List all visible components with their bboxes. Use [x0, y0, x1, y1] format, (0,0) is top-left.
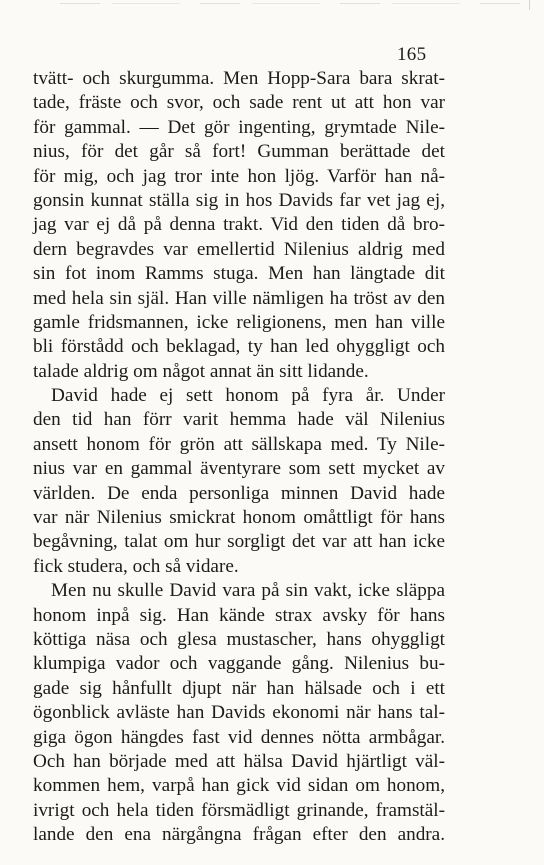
text-line: gade sig hånfullt djupt när han hälsade och i ett: [33, 677, 445, 699]
text-line: nius, för det går så fort! Gumman berättade det: [33, 141, 445, 163]
text-line: dern begravdes var emellertid Nilenius aldrig med: [33, 238, 445, 260]
text-line: nius var en gammal äventyrare som sett mycket av: [33, 458, 445, 480]
text-line: giga ögon hängdes fast vid dennes nötta armbågar.: [33, 726, 445, 748]
text-line: världen. De enda personliga minnen David hade: [33, 482, 445, 504]
text-line: var när Nilenius smickrat honom omåttligt för hans: [33, 507, 445, 529]
text-line: tade, fräste och svor, och sade rent ut att hon var: [33, 92, 445, 114]
text-line: honom inpå sig. Han kände strax avsky för hans: [33, 604, 445, 626]
text-line: köttiga näsa och glesa mustascher, hans ohyggligt: [33, 628, 445, 650]
text-line: för gammal. — Det gör ingenting, grymtade Nile-: [33, 116, 445, 138]
text-line: gamle fridsmannen, icke religionens, men han ville: [33, 311, 445, 333]
text-line: talade aldrig om något annat än sitt lidande.: [33, 360, 369, 382]
text-line: begåvning, talat om hur sorgligt det var att han icke: [33, 531, 445, 553]
text-line: jag var ej då på denna trakt. Vid den tiden då bro-: [33, 214, 445, 236]
text-line: lande den ena närgångna frågan efter den andra.: [33, 824, 445, 846]
text-line: tvätt- och skurgumma. Men Hopp-Sara bara skrat-: [33, 68, 445, 89]
text-line: för mig, och jag tror inte hon ljög. Varför han nå-: [33, 165, 445, 187]
text-line: den tid han förr varit hemma hade väl Nilenius: [33, 409, 445, 431]
text-line: David hade ej sett honom på fyra år. Under: [51, 385, 445, 407]
text-line: ivrigt och hela tiden försmädligt grinande, framstäl-: [33, 799, 445, 821]
text-line: Men nu skulle David vara på sin vakt, icke släppa: [51, 580, 445, 602]
text-line: Och han började med att hälsa David hjärtligt väl-: [33, 750, 445, 772]
text-line: bli förstådd och beklagad, ty han led ohyggligt och: [33, 336, 445, 358]
text-line: ögonblick avläste han Davids ekonomi när hans tal-: [33, 702, 445, 724]
text-line: klumpiga vador och vaggande gång. Nilenius bu-: [33, 653, 445, 675]
text-line: kommen hem, varpå han gick vid sidan om honom,: [33, 775, 445, 797]
text-line: med hela sin själ. Han ville nämligen ha tröst av den: [33, 287, 445, 309]
scan-artifact-mark: [529, 0, 538, 10]
scan-artifact-rule: [60, 3, 520, 4]
text-line: ansett honom för grön att sällskapa med. Ty Nile-: [33, 433, 445, 455]
page-number: 165: [397, 44, 427, 65]
text-line: gonsin kunnat ställa sig in hos Davids far vet jag ej,: [33, 189, 445, 211]
body-text: [33, 67, 445, 848]
text-line: fick studera, och så vidare.: [33, 555, 239, 577]
text-line: sin fot inom Ramms stuga. Men han längtade dit: [33, 263, 445, 285]
